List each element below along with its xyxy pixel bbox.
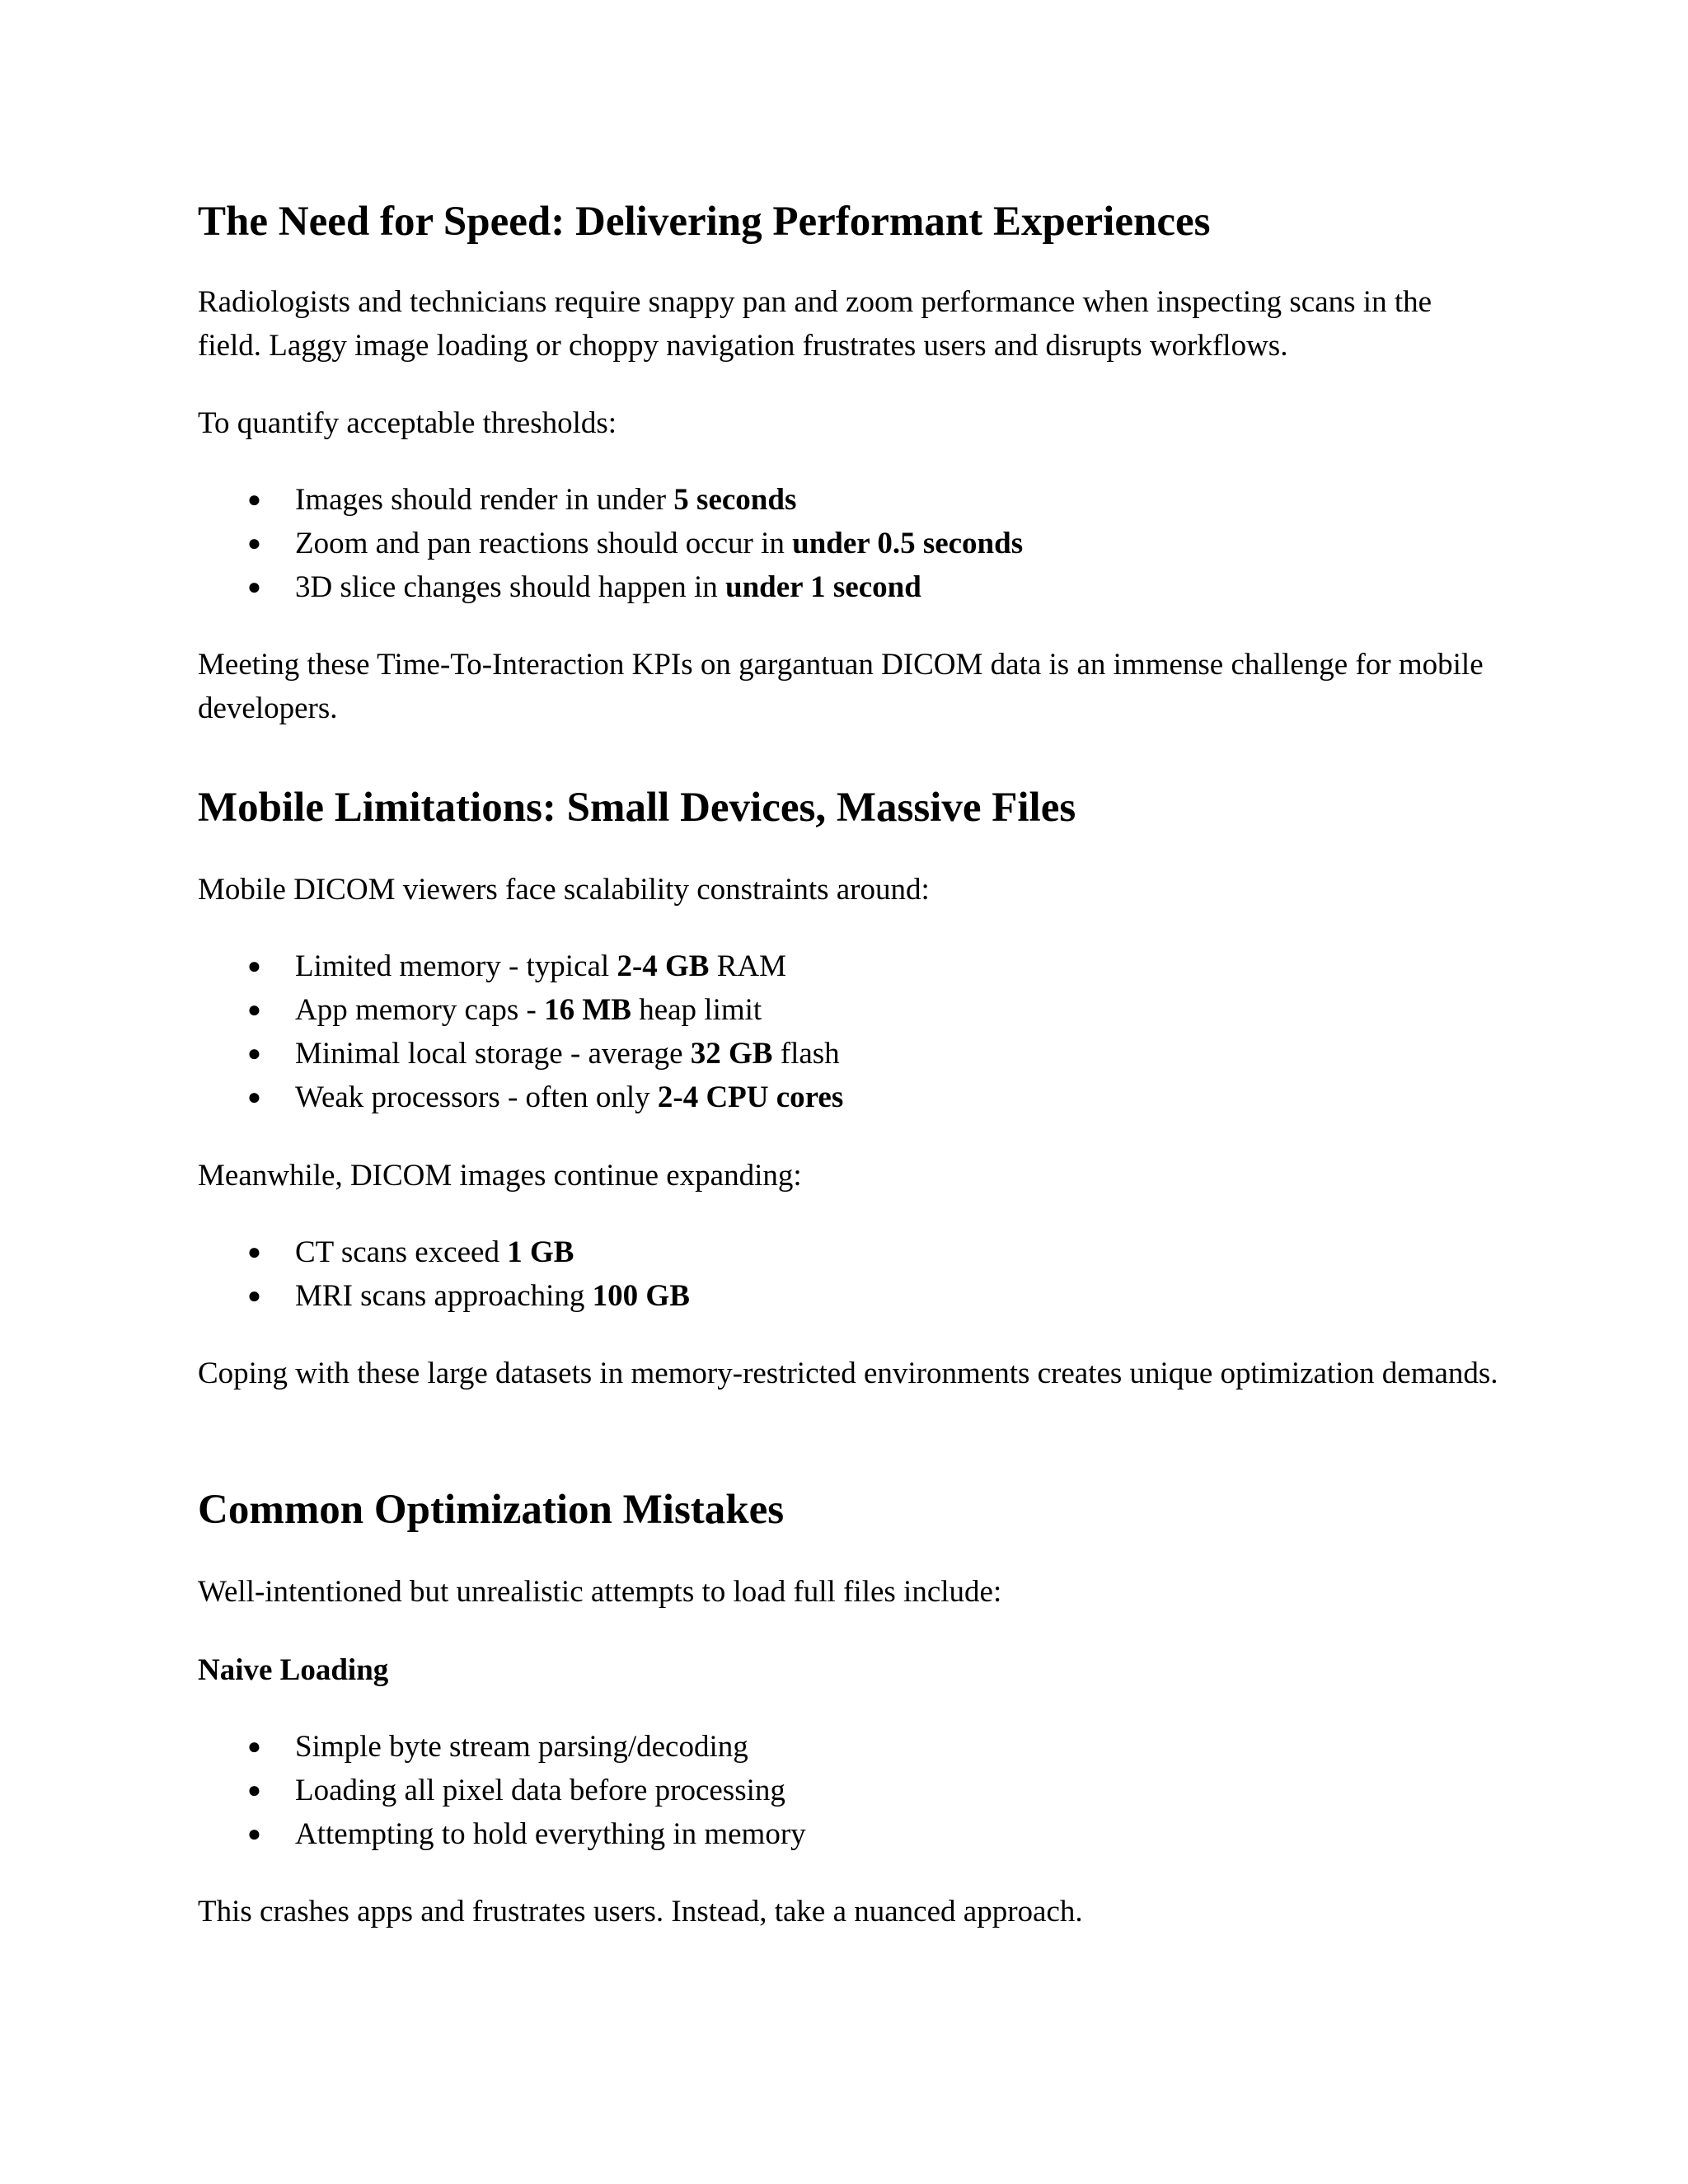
bullet-icon: ● [247,1085,261,1110]
paragraph-dicom-expanding: Meanwhile, DICOM images continue expanding: [198,1159,802,1193]
bullet-icon: ● [247,997,261,1023]
list-item: ● Simple byte stream parsing/decoding [198,1725,1500,1769]
heading-mobile-limitations: Mobile Limitations: Small Devices, Massive Files [198,785,1076,831]
list-dicom-sizes [198,1230,1500,1318]
bullet-icon: ● [247,487,261,513]
list-mobile-constraints [198,944,1500,1119]
paragraph-need-for-speed-intro: Radiologists and technicians require snappy pan and zoom performance when inspecting scans in the field. Laggy image loading or choppy navigation frustrates users and disrupts workflows. [198,285,1432,363]
paragraph-mistakes-intro: Well-intentioned but unrealistic attempts to load full files include: [198,1575,1002,1609]
bullet-icon: ● [247,954,261,979]
paragraph-mistakes-closing: This crashes apps and frustrates users. Instead, take a nuanced approach. [198,1895,1083,1929]
list-item: ● Images should render in under 5 seconds [198,478,1500,522]
list-item: ● 3D slice changes should happen in under 1 second [198,565,1500,609]
bullet-icon: ● [247,1283,261,1309]
paragraph-mobile-intro: Mobile DICOM viewers face scalability constraints around: [198,873,930,907]
bullet-icon: ● [247,574,261,600]
list-item: ● Weak processors - often only 2-4 CPU cores [198,1076,1500,1119]
paragraph-mobile-closing: Coping with these large datasets in memory-restricted environments creates unique optimization demands. [198,1357,1498,1390]
list-item: ● Loading all pixel data before processing [198,1769,1500,1812]
list-item: ● CT scans exceed 1 GB [198,1230,1500,1274]
list-item: ● MRI scans approaching 100 GB [198,1274,1500,1318]
list-naive-loading [198,1725,1500,1856]
list-item: ● Limited memory - typical 2-4 GB RAM [198,944,1500,988]
bullet-icon: ● [247,1734,261,1760]
bullet-icon: ● [247,1240,261,1265]
subheading-naive-loading: Naive Loading [198,1653,389,1687]
bullet-icon: ● [247,1041,261,1066]
bullet-icon: ● [247,531,261,556]
list-thresholds [198,478,1500,609]
paragraph-thresholds-lead: To quantify acceptable thresholds: [198,406,617,440]
heading-need-for-speed: The Need for Speed: Delivering Performant Experiences [198,199,1211,245]
bullet-icon: ● [247,1778,261,1803]
list-item: ● App memory caps - 16 MB heap limit [198,988,1500,1032]
bullet-icon: ● [247,1821,261,1847]
list-item: ● Attempting to hold everything in memory [198,1812,1500,1856]
paragraph-kpi-closing: Meeting these Time-To-Interaction KPIs on gargantuan DICOM data is an immense challenge for mobile developers. [198,648,1484,725]
list-item: ● Minimal local storage - average 32 GB flash [198,1032,1500,1076]
heading-common-mistakes: Common Optimization Mistakes [198,1487,785,1533]
list-item: ● Zoom and pan reactions should occur in under 0.5 seconds [198,522,1500,565]
